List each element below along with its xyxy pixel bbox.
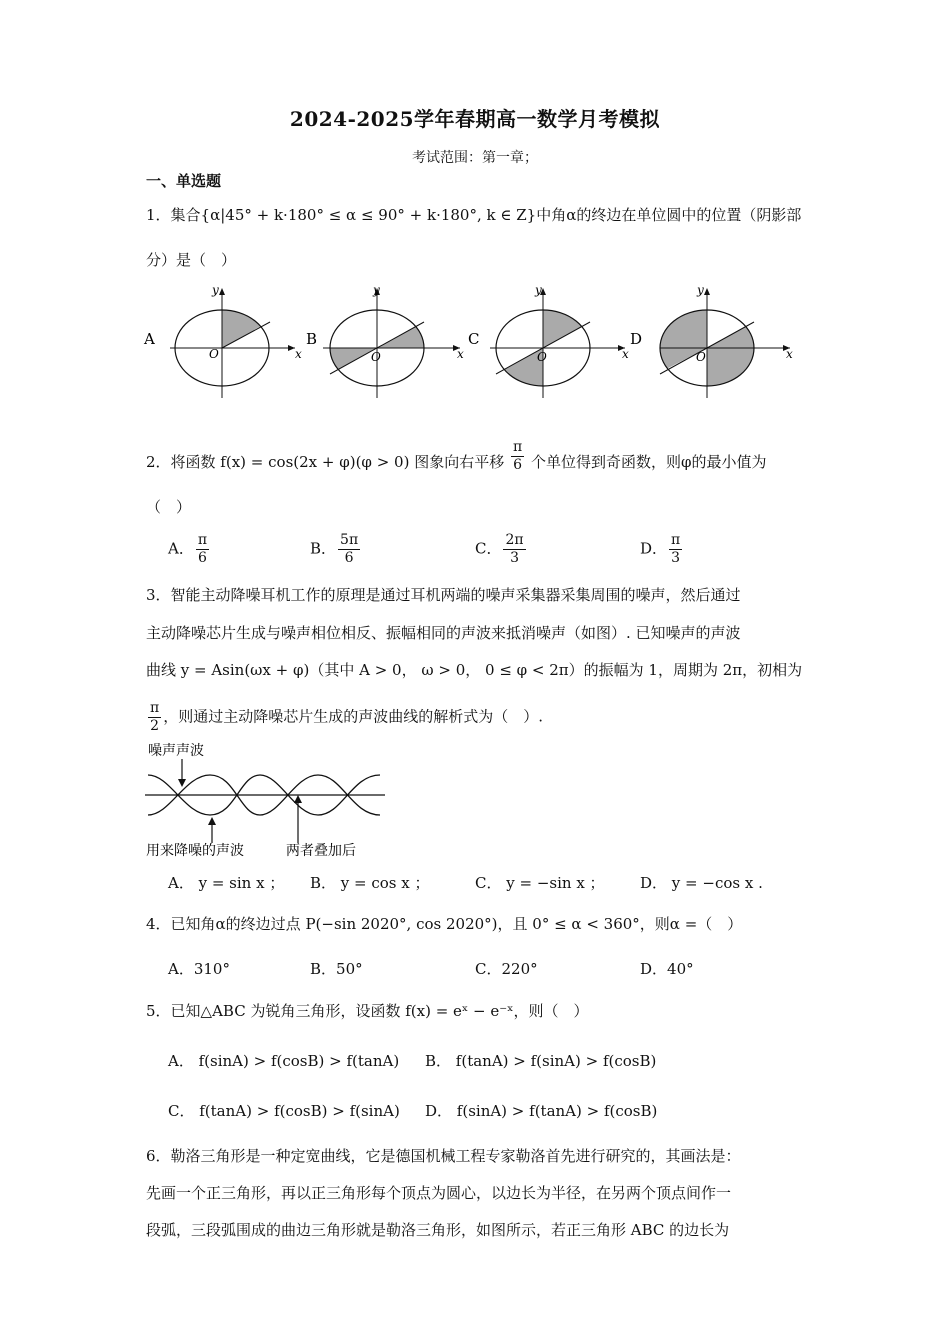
svg-text:O: O: [209, 347, 219, 361]
option-b-label: B: [306, 330, 318, 348]
option-d-label: D: [630, 330, 643, 348]
svg-text:y: y: [535, 283, 542, 297]
question-4-option-c: C．220°: [475, 960, 538, 978]
shaded-region: [543, 300, 600, 348]
question-2-option-b: B． $\frac{5\pi}{6}$: [310, 532, 359, 566]
question-1-text: 1．集合{α|45° + k·180° ≤ α ≤ 90° + k·180°, k ∈ Z}中角α的终边在单位圆中的位置（阴影部: [146, 206, 802, 224]
page-title: 2024-2025学年春期高一数学月考模拟: [289, 107, 661, 131]
question-1-figures: [140, 280, 805, 410]
svg-text:x: x: [295, 347, 302, 361]
question-2-option-c: C． $\frac{2\pi}{3}$: [475, 532, 524, 566]
noise-cancel-figure: [140, 735, 390, 865]
svg-text:x: x: [457, 347, 464, 361]
question-2-option-d: D． $\frac{\pi}{3}$: [640, 532, 681, 566]
question-6-text-cont: 先画一个正三角形，再以正三角形每个顶点为圆心，以边长为半径，在另两个顶点间作一: [146, 1184, 732, 1202]
svg-text:x: x: [786, 347, 793, 361]
question-4-option-a: A．310°: [168, 960, 230, 978]
question-5-option-c: C． f(tanA) > f(cosB) > f(sinA): [168, 1102, 400, 1120]
question-2-option-a: A． $\frac{\pi}{6}$: [168, 532, 208, 566]
question-5-option-b: B． f(tanA) > f(sinA) > f(cosB): [425, 1052, 657, 1070]
question-2-text-cont: （ ）: [146, 498, 192, 516]
question-4-option-d: D．40°: [640, 960, 694, 978]
question-5-option-d: D． f(sinA) > f(tanA) > f(cosB): [425, 1102, 658, 1120]
option-a-figure: [143, 283, 302, 398]
question-3-text-cont: 主动降噪芯片生成与噪声相位相反、振幅相同的声波来抵消噪声（如图）. 已知噪声的声波: [146, 624, 741, 642]
question-3-text-cont3: $\frac{\pi}{2}$ ，则通过主动降噪芯片生成的声波曲线的解析式为（ ）.: [150, 700, 543, 734]
option-a-label: A: [144, 330, 155, 348]
option-c-label: C: [468, 330, 480, 348]
question-3-text-cont2: 曲线 y = Asin(ωx + φ)（其中 A > 0， ω > 0， 0 ≤ φ < 2π）的振幅为 1，周期为 2π，初相为: [146, 661, 803, 679]
section-heading: 一、单选题: [146, 172, 222, 190]
svg-text:y: y: [212, 283, 219, 297]
svg-text:y: y: [697, 283, 704, 297]
question-4-option-b: B．50°: [310, 960, 363, 978]
sum-wave-label: 两者叠加后: [286, 843, 356, 859]
svg-text:O: O: [371, 350, 381, 364]
shaded-region: [645, 300, 707, 380]
shaded-region: [707, 316, 765, 396]
question-6-text-cont2: 段弧，三段弧围成的曲边三角形就是勒洛三角形，如图所示，若正三角形 ABC 的边长为: [146, 1221, 730, 1239]
question-6-text: 6．勒洛三角形是一种定宽曲线，它是德国机械工程专家勒洛首先进行研究的，其画法是：: [146, 1147, 741, 1165]
question-1-text-cont: 分）是（ ）: [146, 251, 237, 269]
question-5-text: 5．已知△ABC 为锐角三角形，设函数 f(x) = eˣ − e⁻ˣ，则（ ）: [146, 1002, 589, 1020]
svg-text:O: O: [696, 350, 706, 364]
question-2-text: 2．将函数 f(x) = cos(2x + φ)(φ > 0) 图象向右平移 $\frac{\pi}{6}$ 个单位得到奇函数，则φ的最小值为: [146, 438, 767, 473]
question-3-option-d: D． y = −cos x .: [640, 874, 763, 892]
question-4-text: 4．已知角α的终边过点 P(−sin 2020°, cos 2020°)，且 0° ≤ α < 360°，则α =（ ）: [146, 915, 743, 933]
svg-text:y: y: [373, 283, 380, 297]
question-3-option-a: A． y = sin x ；: [168, 874, 285, 892]
noise-wave-label: 噪声声波: [148, 743, 204, 759]
exam-scope: 考试范围：第一章；: [412, 150, 538, 166]
svg-text:O: O: [537, 350, 547, 364]
cancel-wave-label: 用来降噪的声波: [146, 843, 244, 859]
question-3-option-b: B． y = cos x ；: [310, 874, 430, 892]
option-c-figure: [468, 283, 629, 398]
option-d-figure: [630, 283, 793, 398]
question-3-text: 3．智能主动降噪耳机工作的原理是通过耳机两端的噪声采集器采集周围的噪声，然后通过: [146, 586, 741, 604]
shaded-region: [486, 348, 543, 396]
question-5-option-a: A． f(sinA) > f(cosB) > f(tanA): [168, 1052, 400, 1070]
svg-text:x: x: [622, 347, 629, 361]
option-b-figure: [306, 283, 464, 398]
question-3-option-c: C． y = −sin x ；: [475, 874, 605, 892]
